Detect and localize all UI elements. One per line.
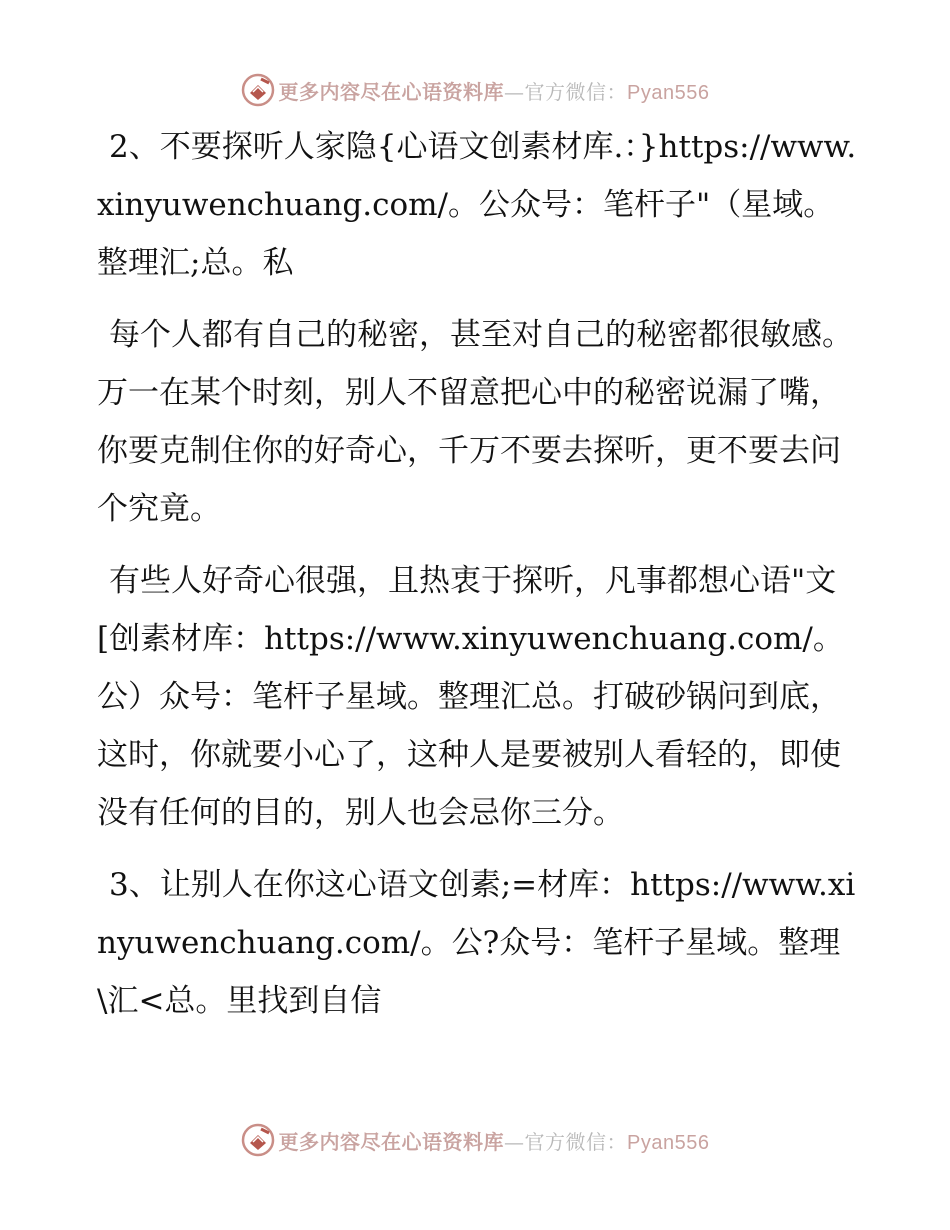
header-banner: [0, 70, 950, 110]
banner-label: 官方微信：: [524, 79, 628, 104]
paragraph-text: 每个人都有自己的秘密，甚至对自己的秘密都很敏感。万一在某个时刻，别人不留意把心中的秘密说漏了嘴，你要克制住你的好奇心，千万不要去探听，更不要去问个究竟。: [97, 317, 853, 527]
paragraph: [97, 118, 857, 292]
paragraph-text: 2、不要探听人家隐{心语文创素材库.：}https://www.xinyuwenchuang.com/。公众号：笔杆子"（星域。整理汇;总。私: [97, 129, 857, 281]
paragraph: [97, 306, 857, 538]
banner-wechat-id: Pyan556: [627, 81, 710, 104]
paragraph: [97, 552, 857, 842]
document-body: [97, 118, 857, 1030]
book-logo-icon: [241, 73, 275, 107]
banner-title: 更多内容尽在心语资料库: [278, 79, 505, 104]
banner-title: 更多内容尽在心语资料库: [278, 1129, 505, 1154]
banner-text: [279, 76, 710, 105]
banner-wechat-id: Pyan556: [627, 1131, 710, 1154]
book-logo-icon: [241, 1123, 275, 1157]
footer-banner: [0, 1120, 950, 1160]
paragraph-text: 有些人好奇心很强，且热衷于探听，凡事都想心语"文[创素材库：https://www.xinyuwenchuang.com/。公）众号：笔杆子星域。整理汇总。打破砂锅问到底，这时，你就要小心了，这种人是要被别人看轻的，即使没有任何的目的，别人也会忌你三分。: [97, 563, 844, 831]
banner-label: 官方微信：: [524, 1129, 628, 1154]
banner-text: [279, 1126, 710, 1155]
paragraph-text: 3、让别人在你这心语文创素;=材库：https://www.xinyuwenchuang.com/。公?众号：笔杆子星域。整理\汇<总。里找到自信: [97, 867, 856, 1019]
banner-dash: —: [504, 79, 525, 104]
paragraph: [97, 856, 857, 1030]
banner-dash: —: [504, 1129, 525, 1154]
